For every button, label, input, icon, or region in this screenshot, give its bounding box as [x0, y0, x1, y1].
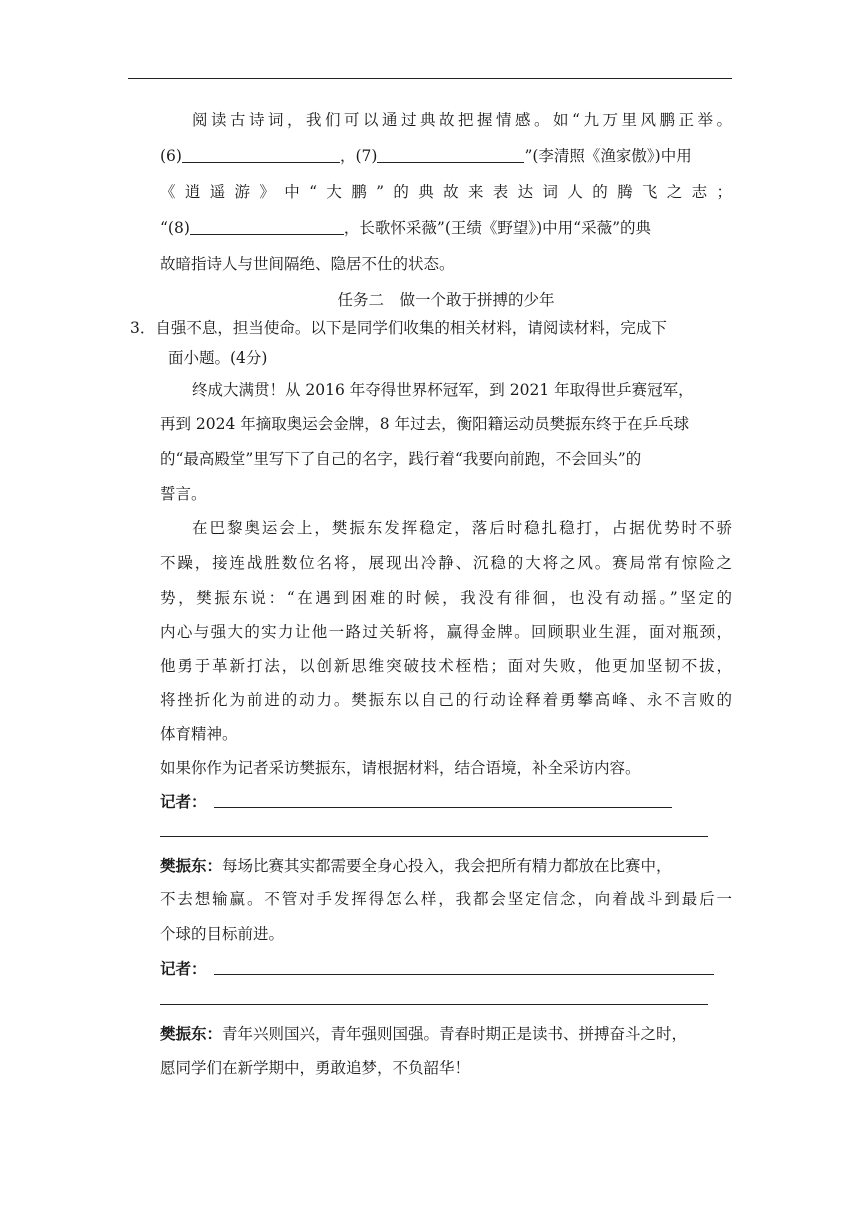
material-p2-line: 他勇于革新打法，以创新思维突破技术桎梏；面对失败，他更加坚韧不拔， [160, 657, 732, 675]
fan-answer-2-line-1 [160, 1024, 732, 1044]
material-p2-line: 在巴黎奥运会上，樊振东发挥稳定，落后时稳扎稳打，占据优势时不骄 [192, 519, 732, 537]
header-rule [128, 78, 732, 79]
blank-8-field[interactable] [190, 218, 344, 235]
poetry-line-5: 故暗指诗人与世间隔绝、隐居不仕的状态。 [160, 255, 455, 273]
poetry-line-3: 《逍遥游》中“大鹏”的典故来表达词人的腾飞之志； [160, 183, 732, 201]
fan-answer-2-line-2: 愿同学们在新学期中，勇敢追梦，不负韶华！ [160, 1059, 471, 1077]
poetry-line-1: 阅读古诗词，我们可以通过典故把握情感。如“九万里风鹏正举。 [192, 111, 732, 129]
poetry-line-2-tail: ”(李清照《渔家傲》)中用 [524, 147, 692, 165]
material-p1-line: 的“最高殿堂”里写下了自己的名字，践行着“我要向前跑，不会回头”的 [160, 450, 642, 468]
reporter-label: 记者： [160, 793, 207, 811]
blank-7-field[interactable] [377, 146, 524, 163]
reporter-answer-line-2[interactable] [160, 836, 708, 837]
blank-6-label: (6) [160, 147, 182, 165]
q3-stem-line-2: 面小题。(4分) [168, 349, 268, 367]
q3-stem-line-1: 3．自强不息，担当使命。以下是同学们收集的相关材料，请阅读材料，完成下 [130, 319, 667, 337]
fan-label: 樊振东： [160, 1025, 223, 1043]
material-p2-line: 将挫折化为前进的动力。樊振东以自己的行动诠释着勇攀高峰、永不言败的 [160, 691, 732, 709]
blank-6-field[interactable] [182, 146, 340, 163]
task2-title: 任务二 做一个敢于拼搏的少年 [337, 291, 555, 309]
fan-answer-1-line-3: 个球的目标前进。 [160, 925, 285, 943]
poetry-line-4 [160, 218, 732, 238]
material-p1-line: 誓言。 [160, 485, 207, 503]
poetry-line-2 [160, 146, 732, 166]
reporter-answer-line-4[interactable] [160, 1004, 708, 1005]
reporter-answer-line-1[interactable] [214, 807, 672, 808]
reporter-answer-line-3[interactable] [214, 974, 714, 975]
comma: ， [339, 147, 356, 165]
poetry-line-4-tail: ，长歌怀采薇”(王绩《野望》)中用“采薇”的典 [343, 219, 652, 237]
blank-8-label: “(8) [160, 219, 190, 237]
material-p1-line: 终成大满贯！从 2016 年夺得世界杯冠军，到 2021 年取得世乒赛冠军， [192, 381, 694, 399]
fan-label: 樊振东： [160, 857, 223, 875]
material-p2-line: 内心与强大的实力让他一路过关斩将，赢得金牌。回顾职业生涯，面对瓶颈， [160, 623, 732, 641]
blank-7-label: (7) [355, 147, 378, 165]
material-p2-line: 势，樊振东说：“在遇到困难的时候，我没有徘徊，也没有动摇。”坚定的 [160, 589, 732, 607]
material-p1-line: 再到 2024 年摘取奥运会金牌，8 年过去，衡阳籍运动员樊振东终于在乒乓球 [160, 415, 690, 433]
fan-answer-1-line-2: 不去想输赢。不管对手发挥得怎么样，我都会坚定信念，向着战斗到最后一 [160, 890, 732, 908]
fan-answer-text: 青年兴则国兴，青年强则国强。青春时期正是读书、拼搏奋斗之时， [222, 1025, 688, 1043]
reporter-label: 记者： [160, 960, 207, 978]
interview-instruction: 如果你作为记者采访樊振东，请根据材料，结合语境，补全采访内容。 [160, 759, 641, 777]
material-p2-line: 体育精神。 [160, 725, 238, 743]
fan-answer-text: 每场比赛其实都需要全身心投入，我会把所有精力都放在比赛中， [222, 857, 672, 875]
fan-answer-1-line-1 [160, 856, 732, 876]
material-p2-line: 不躁，接连战胜数位名将，展现出冷静、沉稳的大将之风。赛局常有惊险之 [160, 554, 732, 572]
